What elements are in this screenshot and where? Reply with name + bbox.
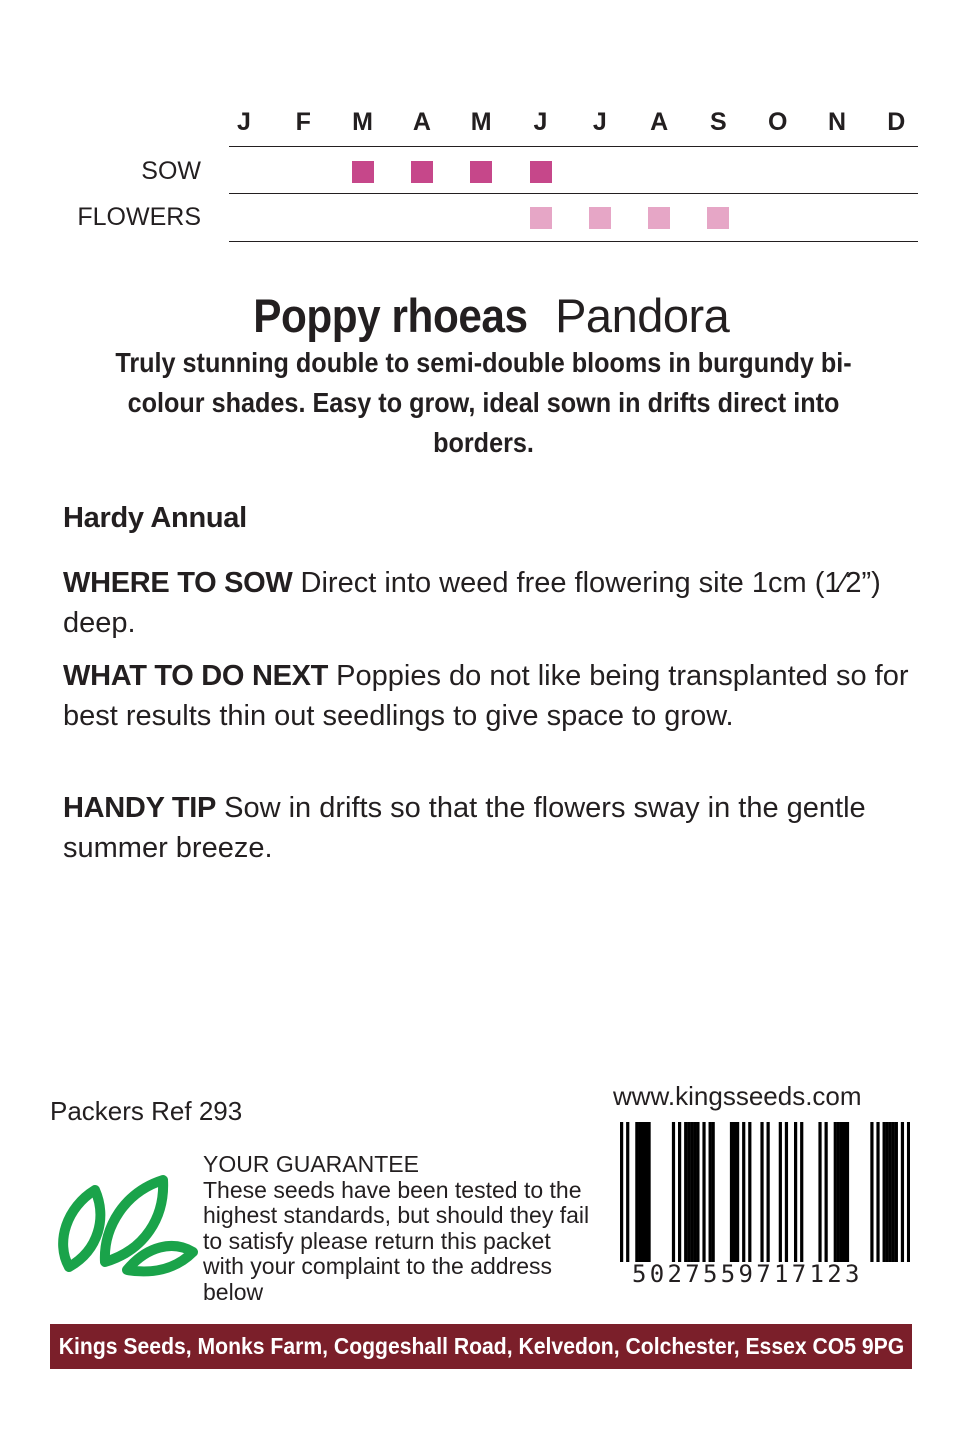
barcode-bar	[760, 1122, 763, 1262]
barcode-bar	[678, 1122, 681, 1262]
barcode-bar	[876, 1122, 879, 1262]
instruction-lead: WHERE TO SOW	[63, 567, 293, 599]
calendar-cell	[352, 161, 374, 183]
barcode-bar	[736, 1122, 739, 1262]
barcode-bar	[626, 1122, 629, 1262]
barcode-bar	[693, 1122, 696, 1262]
month-label: M	[352, 108, 373, 136]
instruction-text: Poppies do not like being transplanted so for best results thin out seedlings to give space to grow.	[63, 660, 909, 732]
instruction-handy-tip	[63, 788, 913, 868]
month-label: A	[650, 108, 669, 136]
barcode-bar	[730, 1122, 733, 1262]
month-label: S	[710, 108, 727, 136]
address-bar	[50, 1324, 912, 1369]
calendar-row-label: FLOWERS	[77, 203, 201, 231]
barcode-bar	[635, 1122, 638, 1262]
barcode-icon	[620, 1122, 910, 1262]
barcode-bar	[889, 1122, 892, 1262]
leaf-logo-icon	[55, 1172, 200, 1277]
calendar-cell	[589, 207, 611, 229]
month-label: N	[827, 108, 847, 136]
barcode-bar	[696, 1122, 699, 1262]
product-latin-name: Poppy rhoeas	[252, 289, 528, 342]
barcode-bar	[779, 1122, 782, 1262]
instruction-lead: WHAT TO DO NEXT	[63, 660, 329, 692]
barcode-bar	[647, 1122, 650, 1262]
calendar-cell	[707, 207, 729, 229]
barcode-bar	[843, 1122, 846, 1262]
barcode-bar	[825, 1122, 828, 1262]
barcode-bar	[641, 1122, 644, 1262]
month-label: J	[533, 108, 548, 136]
calendar-cell	[411, 161, 433, 183]
instruction-text: Direct into weed free flowering site 1cm (1⁄2”) deep.	[63, 567, 881, 639]
calendar-cell	[530, 207, 552, 229]
barcode-bar	[620, 1122, 623, 1262]
barcode-bar	[883, 1122, 886, 1262]
product-description: Truly stunning double to semi-double blooms in burgundy bi-colour shades. Easy to grow, ideal sown in drifts direct into borders.	[115, 347, 852, 458]
instruction-what-to-do-next	[63, 656, 913, 736]
guarantee-title: YOUR GUARANTEE	[203, 1151, 419, 1177]
instruction-where-to-sow	[63, 563, 913, 643]
product-title	[0, 288, 967, 343]
month-label: A	[412, 108, 431, 136]
barcode-bar	[800, 1122, 803, 1262]
month-label: M	[470, 108, 492, 136]
barcode-bar	[748, 1122, 751, 1262]
barcode-bar	[712, 1122, 715, 1262]
calendar-cell	[530, 161, 552, 183]
packers-ref: Packers Ref 293	[50, 1096, 243, 1126]
barcode-bar	[687, 1122, 690, 1262]
barcode-bar	[702, 1122, 705, 1262]
barcode-bar	[834, 1122, 837, 1262]
barcode-bar	[672, 1122, 675, 1262]
barcode-bar	[892, 1122, 895, 1262]
barcode-bar	[818, 1122, 821, 1262]
company-address: Kings Seeds, Monks Farm, Coggeshall Road, Kelvedon, Colchester, Essex CO5 9PG	[58, 1333, 904, 1359]
calendar-divider	[229, 241, 918, 242]
sowing-calendar	[0, 0, 967, 260]
barcode-number: 5027559717123	[632, 1260, 863, 1288]
barcode-bar	[840, 1122, 843, 1262]
barcode-bar	[846, 1122, 849, 1262]
website-link[interactable]: www.kingsseeds.com	[613, 1081, 862, 1111]
barcode-bar	[886, 1122, 889, 1262]
barcode-bar	[785, 1122, 788, 1262]
barcode-bar	[837, 1122, 840, 1262]
instruction-text: Sow in drifts so that the flowers sway in the gentle summer breeze.	[63, 792, 866, 864]
calendar-divider	[229, 146, 918, 147]
calendar-row-label: SOW	[141, 157, 201, 185]
barcode-bar	[794, 1122, 797, 1262]
barcode-bar	[907, 1122, 910, 1262]
guarantee-text: These seeds have been tested to the highest standards, but should they fail to satisfy please return this packet with your complaint to the address below	[203, 1176, 590, 1305]
calendar-divider	[229, 193, 918, 194]
calendar-cell	[470, 161, 492, 183]
barcode-bar	[767, 1122, 770, 1262]
barcode-bar	[901, 1122, 904, 1262]
month-label: J	[592, 108, 607, 136]
barcode-bar	[644, 1122, 647, 1262]
guarantee-block	[203, 1152, 593, 1305]
month-label: J	[237, 108, 251, 136]
calendar-cell	[648, 207, 670, 229]
instruction-lead: HANDY TIP	[63, 792, 217, 824]
barcode-bar	[895, 1122, 898, 1262]
barcode-bar	[733, 1122, 736, 1262]
product-variety: Pandora	[555, 289, 730, 342]
barcode-bar	[870, 1122, 873, 1262]
barcode-bar	[638, 1122, 641, 1262]
barcode-bar	[709, 1122, 712, 1262]
barcode-bar	[690, 1122, 693, 1262]
barcode-bar	[684, 1122, 687, 1262]
month-label: O	[767, 108, 788, 136]
barcode-bar	[742, 1122, 745, 1262]
plant-type: Hardy Annual	[63, 502, 247, 534]
month-label: D	[887, 108, 906, 136]
month-label: F	[295, 108, 311, 136]
